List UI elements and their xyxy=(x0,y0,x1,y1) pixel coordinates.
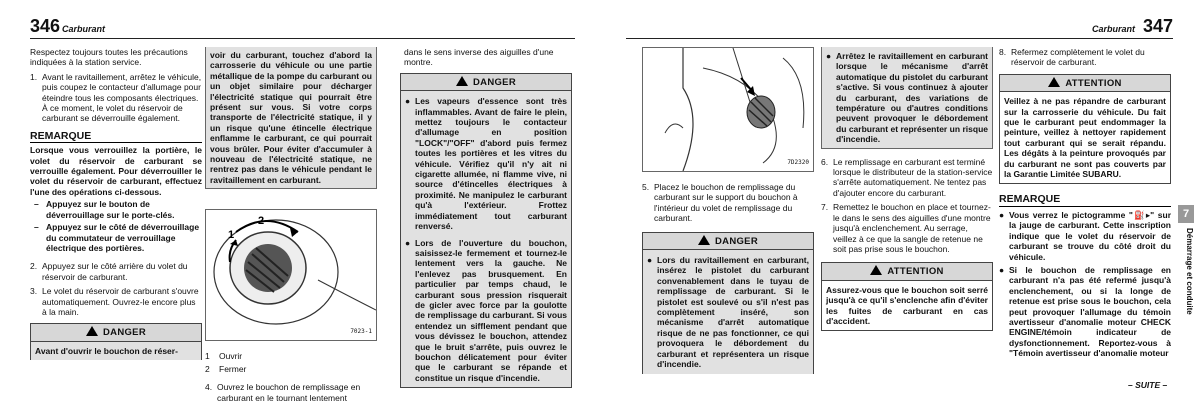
page-number: 346 xyxy=(30,16,61,36)
fuel-cap-holder-figure xyxy=(642,47,814,172)
step-5: 5. Placez le bouchon de remplissage du carburant sur le support du bouchon à l'intérieur du volet de remplissage du carburant. xyxy=(642,182,798,224)
figure-code: 7023-1 xyxy=(350,327,372,335)
danger-box-text: Avant d'ouvrir le bouchon de réser- xyxy=(30,342,202,360)
continued-marker: – SUITE – xyxy=(1128,380,1168,390)
legend-item: 2 Fermer xyxy=(205,363,247,374)
column-1 xyxy=(30,47,202,360)
chapter-tab-label: Démarrage et conduite xyxy=(1185,228,1194,315)
step-2: 2. Appuyez sur le côté arrière du volet du réservoir de carburant. xyxy=(30,261,188,282)
step-8: 8. Refermez complètement le volet du réservoir de carburant. xyxy=(999,47,1145,68)
dash-item: – Appuyez sur le côté de déverrouillage du commutateur de verrouillage électrique des portières. xyxy=(34,222,200,253)
warning-triangle-icon xyxy=(86,326,98,336)
right-page-header xyxy=(626,12,1173,39)
fuel-cap-illustration xyxy=(206,210,377,340)
page-section-title: Carburant xyxy=(62,24,106,34)
danger-box-body xyxy=(642,250,814,373)
warning-triangle-icon xyxy=(456,76,468,86)
remarque-bullet: ● Si le bouchon de remplissage en carburant n'a pas été refermé jusqu'à enclenchement, ou si la longe de retenue est prise sous le bouchon, cela peut provoquer l'allumage du témoin avertisseur d'anomalie moteur CHECK ENGINE/témoin indicateur de dysfonctionnement. Reportez-vous à "Témoin avertisseur d'anomalie moteur xyxy=(999,264,1171,359)
fuel-cap-holder-illustration xyxy=(643,48,814,171)
intro-text: Respectez toujours toutes les précautions indiquées à la station service. xyxy=(30,47,188,68)
remarque-heading: REMARQUE xyxy=(30,131,202,143)
danger-box-header: DANGER xyxy=(642,232,814,250)
left-page-header xyxy=(30,12,575,39)
step-7: 7. Remettez le bouchon en place et tournez-le dans le sens des aiguilles d'une montre jusqu'à enclenchement. Au serrage, veillez à ce que la sangle de retenue ne soit pas prise sous le bouchon. xyxy=(821,202,991,254)
remarque-bullet: ● Vous verrez le pictogramme "⛽▸" sur la jauge de carburant. Cette inscription indique que le volet du réservoir de carburant se trouve du côté droit du véhicule. xyxy=(999,209,1171,262)
column-5 xyxy=(821,47,993,331)
step-4: 4. Ouvrez le bouchon de remplissage en carburant en le tournant lentement xyxy=(205,382,361,403)
attention-box-header: ATTENTION xyxy=(821,262,993,280)
danger-box-continuation xyxy=(821,47,993,149)
danger-bullet: ● Lors de l'ouverture du bouchon, saisissez-le fermement et tournez-le lentement vers la gauche. Ne l'enlevez pas brusquement. En particulier par temps chaud, le carburant sous pression risquerait de gicler avec force par la goulotte de remplissage du carburant. Si vous entendez un sifflement pendant que vous dévissez le bouchon, attendez que le bruit s'arrête, puis ouvrez le bouchon délicatement pour éviter que le carburant se répande et constitue un risque d'incendie. xyxy=(405,237,567,383)
step-6: 6. Le remplissage en carburant est terminé lorsque le distributeur de la station-service s'arrête automatiquement. Ne tentez pas d'ajouter encore du carburant. xyxy=(821,156,993,198)
warning-triangle-icon xyxy=(1048,77,1060,87)
column-6 xyxy=(999,47,1171,359)
danger-bullet: ● Arrêtez le ravitaillement en carburant lorsque le mécanisme d'arrêt automatique du pistolet du carburant s'active. Si vous continuez à ajouter du carburant, des variations de température ou d'autres conditions peuvent provoquer le débordement du carburant et représenter un risque d'incendie. xyxy=(826,51,988,145)
warning-triangle-icon xyxy=(870,265,882,275)
column-3 xyxy=(400,47,572,388)
danger-box-continuation: voir du carburant, touchez d'abord la carrosserie du véhicule ou une partie métallique de la pompe du carburant ou un objet similaire pour décharger l'électricité statique qui pourrait être présent sur vous. Si votre corps transporte de l'électricité statique, il y un risque qu'une étincelle électrique enflamme le carburant, ce qui pourrait vous brûler. Pour éviter d'accumuler à nouveau de l'électricité statique, ne rentrez pas dans le véhicule pendant le ravitaillement en carburant. xyxy=(205,47,377,189)
fuel-cap-open-close-figure xyxy=(205,209,377,341)
danger-box-body xyxy=(400,91,572,388)
column-4 xyxy=(642,47,814,374)
figure-code: 7D2320 xyxy=(787,158,809,166)
remarque-text: Lorsque vous verrouillez la portière, le volet du réservoir de carburant se verrouille également. Pour déverrouiller le volet du réservoir de carburant, effectuez l'une des opérations ci-dessous. xyxy=(30,145,202,197)
danger-bullet: ● Lors du ravitaillement en carburant, insérez le pistolet du carburant convenablement dans le tuyau de remplissage de carburant. Si le pistolet est soulevé ou s'il n'est pas complètement inséré, son mécanisme d'arrêt automatique risque de ne pas fonctionner, ce qui provoquera le débordement du carburant et représentera un risque d'incendie. xyxy=(647,255,809,370)
danger-box-header: DANGER xyxy=(30,323,202,341)
attention-box-text: Assurez-vous que le bouchon soit serré jusqu'à ce qu'il s'enclenche afin d'éviter les fuites de carburant en cas d'accident. xyxy=(821,281,993,332)
warning-triangle-icon xyxy=(698,235,710,245)
page-section-title: Carburant xyxy=(1091,24,1135,34)
column-2 xyxy=(205,47,377,403)
legend-item: 1 Ouvrir xyxy=(205,351,243,362)
step-4-continuation: dans le sens inverse des aiguilles d'une montre. xyxy=(404,47,554,68)
step-1: 1. Avant le ravitaillement, arrêtez le véhicule, puis coupez le contacteur d'allumage pour éteindre tous les composants électriques. À ce moment, le volet du réservoir de carburant se déverrouille également. xyxy=(30,71,202,124)
page-number: 347 xyxy=(1142,16,1173,36)
attention-box-text: Veillez à ne pas répandre de carburant sur la carrosserie du véhicule. Du fait que le carburant peut endommager la peinture, veillez à nettoyer rapidement tout carburant qui se serait répandu. Les dégâts à la peinture provoqués par du carburant ne sont pas couverts par la Garantie Limitée SUBARU. xyxy=(999,92,1171,184)
svg-text:2: 2 xyxy=(258,215,265,228)
attention-box-header: ATTENTION xyxy=(999,74,1171,92)
danger-bullet: ● Les vapeurs d'essence sont très inflammables. Avant de faire le plein, mettez toujours le contacteur d'allumage en position "LOCK"/"OFF" d'abord puis fermez toutes les portières et les vitres du véhicule. Vérifiez qu'il n'y ait ni cigarette allumée, ni flamme vive, ni source d'étincelles électriques à proximité. Ne manipulez le carburant qu'à l'extérieur. Frottez immédiatement tout carburant renversé. xyxy=(405,96,567,232)
danger-box-header: DANGER xyxy=(400,73,572,91)
chapter-tab: 7 xyxy=(1178,205,1194,223)
svg-text:1: 1 xyxy=(228,229,235,242)
remarque-heading: REMARQUE xyxy=(999,194,1171,206)
step-3: 3. Le volet du réservoir de carburant s'ouvre automatiquement. Ouvrez-le encore plus à la main. xyxy=(30,286,199,317)
dash-item: – Appuyez sur le bouton de déverrouillage sur le porte-clés. xyxy=(34,199,175,220)
